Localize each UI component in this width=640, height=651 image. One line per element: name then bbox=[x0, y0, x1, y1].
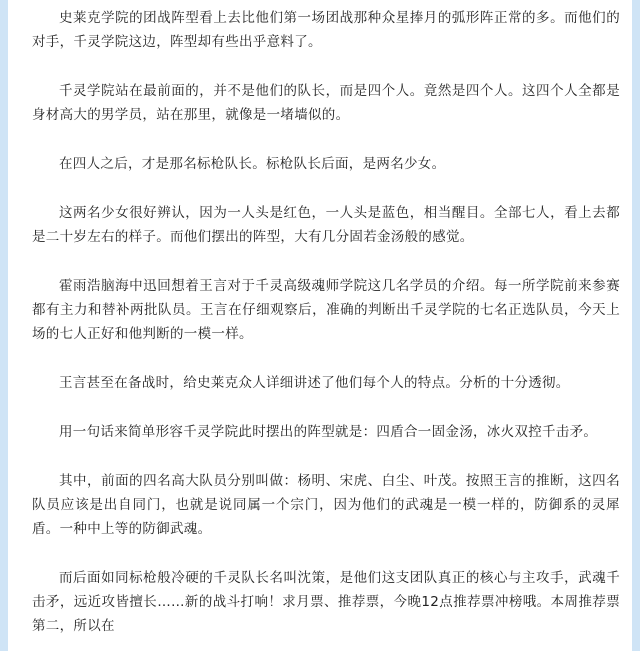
paragraph-3: 在四人之后，才是那名标枪队长。标枪队长后面，是两名少女。 bbox=[59, 156, 446, 172]
paragraph-6: 王言甚至在备战时，给史莱克众人详细讲述了他们每个人的特点。分析的十分透彻。 bbox=[59, 375, 570, 391]
paragraph-5: 霍雨浩脑海中迅回想着王言对于千灵高级魂师学院这几名学员的介绍。每一所学院前来参赛都有主力和替补两批队员。王言在仔细观察后，准确的判断出千灵学院的七名正选队员，今天上场的七人正好和他判断的一模一样。 bbox=[32, 278, 620, 342]
article-page bbox=[8, 0, 632, 651]
paragraph-4: 这两名少女很好辨认，因为一人头是红色，一人头是蓝色，相当醒目。全部七人，看上去都是二十岁左右的样子。而他们摆出的阵型，大有几分固若金汤般的感觉。 bbox=[32, 205, 620, 245]
paragraph-7: 用一句话来简单形容千灵学院此时摆出的阵型就是：四盾合一固金汤，冰火双控千击矛。 bbox=[59, 424, 598, 440]
article-body bbox=[32, 6, 620, 651]
paragraph-2: 千灵学院站在最前面的，并不是他们的队长，而是四个人。竟然是四个人。这四个人全都是身材高大的男学员，站在那里，就像是一堵墙似的。 bbox=[32, 83, 620, 123]
paragraph-1: 史莱克学院的团战阵型看上去比他们第一场团战那种众星捧月的弧形阵正常的多。而他们的对手，千灵学院这边，阵型却有些出乎意料了。 bbox=[32, 10, 620, 50]
paragraph-9: 而后面如同标枪般冷硬的千灵队长名叫沈策，是他们这支团队真正的核心与主攻手，武魂千击矛，远近攻皆擅长……新的战斗打响！求月票、推荐票，今晚12点推荐票冲榜哦。本周推荐票第二，所以在 bbox=[32, 570, 620, 634]
paragraph-8: 其中，前面的四名高大队员分别叫做：杨明、宋虎、白尘、叶茂。按照王言的推断，这四名队员应该是出自同门，也就是说同属一个宗门，因为他们的武魂是一模一样的，防御系的灵犀盾。一种中上等的防御武魂。 bbox=[32, 473, 620, 537]
